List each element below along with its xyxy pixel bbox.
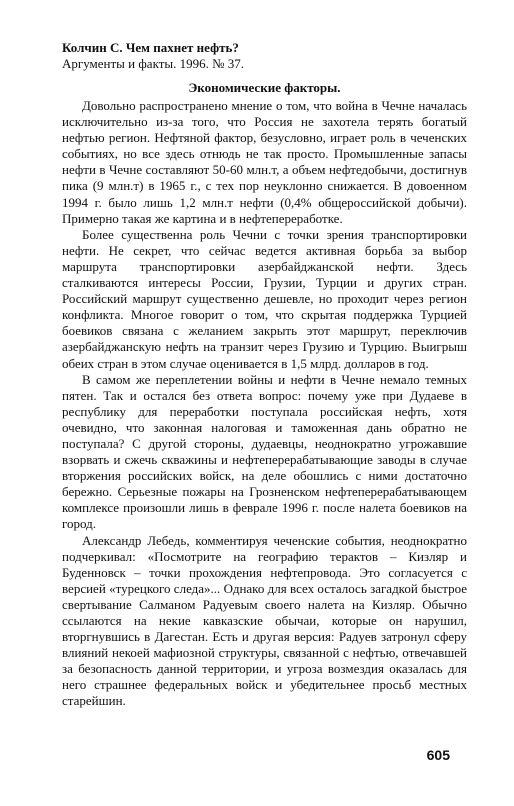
body-paragraph: Довольно распространено мнение о том, что война в Чечне началась исключительно из-за того, что Россия не захотела терять богатый нефтью регион. Нефтяной фактор, безусловно, играет роль в чеченских событиях, но все здесь отнюдь не так просто. Промышленные запасы нефти в Чечне составляют 50-60 млн.т, а объем нефтедобычи, достигнув пика (9 млн.т) в 1965 г., с тех пор неуклонно снижается. В довоенном 1994 г. было лишь 1,2 млн.т нефти (0,4% общероссийской добычи). Примерно такая же картина и в нефтепереработке. (62, 98, 467, 226)
body-paragraph: Александр Лебедь, комментируя чеченские события, неоднократно подчеркивал: «Посмотрите на географию терактов – Кизляр и Буденновск – точки прохождения нефтепровода. Это согласуется с версией «турецкого следа»... Однако для всех осталось загадкой быстрое свертывание Салманом Радуевым своего налета на Кизляр. Обычно ссылаются на некие кавказские обычаи, которые он нарушил, вторгнувшись в Дагестан. Есть и другая версия: Радуев затронул сферу влияний некоей мафиозной структуры, связанной с нефтью, отвечавшей за безопасность данной территории, и угроза возмездия оказалась для него страшнее федеральных войск и убедительнее просьб местных старейшин. (62, 532, 467, 709)
body-paragraph: Более существенна роль Чечни с точки зрения транспортировки нефти. Не секрет, что сейчас ведется активная борьба за выбор маршрута транспортировки азербайджанской нефти. Здесь сталкиваются интересы России, Грузии, Турции и других стран. Российский маршрут существенно дешевле, но проходит через регион конфликта. Многое говорит о том, что скрытая поддержка Турцией боевиков связана с желанием закрыть этот маршрут, переключив азербайджанскую нефть на транзит через Грузию и Турцию. Выигрыш обеих стран в этом случае оценивается в 1,5 млрд. долларов в год. (62, 226, 467, 371)
body-paragraph: В самом же переплетении войны и нефти в Чечне немало темных пятен. Так и остался без ответа вопрос: почему уже при Дудаеве в республику для переработки поступала российская нефть, хотя очевидно, что законная налоговая и таможенная дань обратно не поступала? С другой стороны, дудаевцы, неоднократно угрожавшие взорвать и сжечь скважины и нефтеперерабатывающие заводы в случае вторжения российских войск, на деле обошлись с ними достаточно бережно. Серьезные пожары на Грозненском нефтеперерабатывающем комплексе произошли лишь в феврале 1996 г. после налета боевиков на город. (62, 371, 467, 532)
source-subtitle: Аргументы и факты. 1996. № 37. (62, 56, 245, 71)
page-number: 605 (426, 747, 450, 763)
source-title: Колчин С. Чем пахнет нефть? (62, 40, 239, 55)
document-page (62, 40, 467, 710)
section-heading: Экономические факторы. (188, 80, 341, 95)
